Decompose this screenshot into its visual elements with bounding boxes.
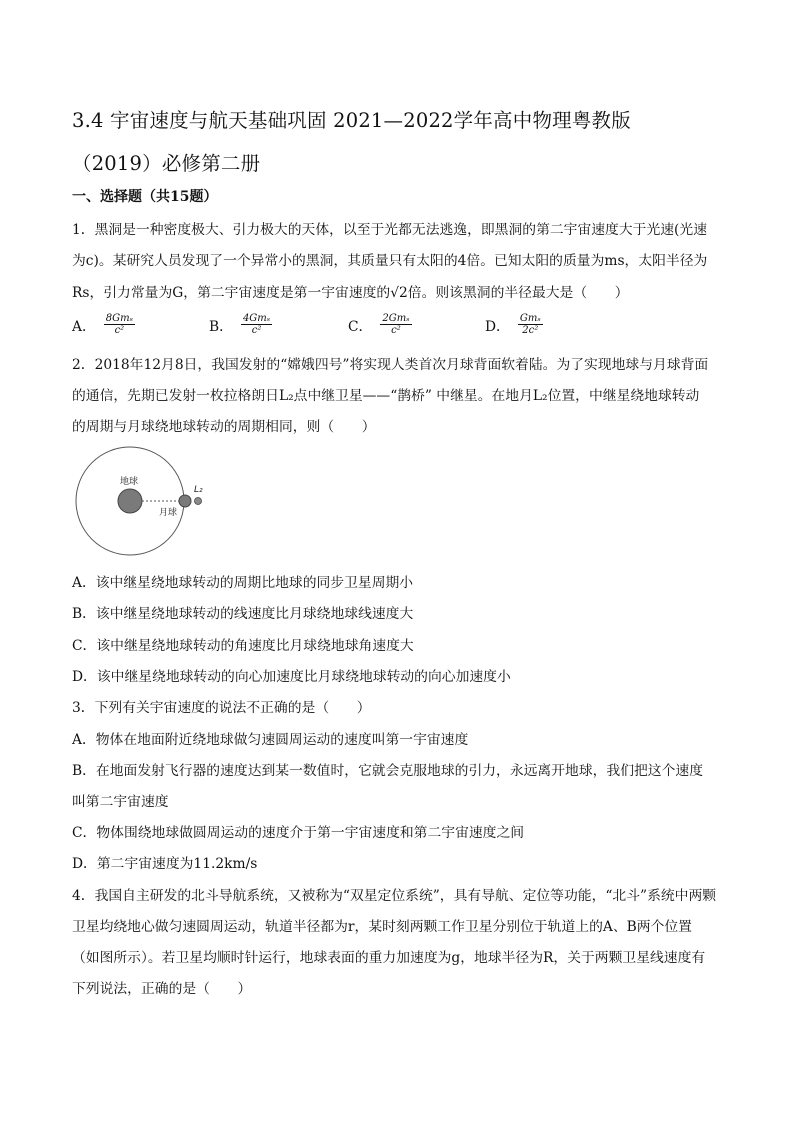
- option-label: A．: [72, 318, 96, 335]
- q2-option-c: C．该中继星绕地球转动的角速度比月球绕地球角速度大: [72, 638, 414, 654]
- q1-option-d: [485, 313, 543, 336]
- l2-label: L₂: [194, 485, 203, 495]
- q1-line1: 1．黑洞是一种密度极大、引力极大的天体，以至于光都无法逃逸，即黑洞的第二宇宙速度大于光速(光速: [72, 222, 708, 238]
- relay-satellite: [195, 498, 202, 505]
- option-label: C．: [348, 318, 373, 335]
- q4-line2: 卫星均绕地心做匀速圆周运动，轨道半径都为r，某时刻两颗工作卫星分别位于轨道上的A、B两个位置: [72, 919, 692, 935]
- q1-option-c: [348, 313, 412, 336]
- denominator: c²: [114, 325, 125, 336]
- q2-line1: 2．2018年12月8日，我国发射的“嫦娥四号”将实现人类首次月球背面软着陆。为了实现地球与月球背面: [72, 357, 709, 373]
- fraction: [380, 313, 411, 336]
- q1-options: [72, 313, 722, 343]
- moon-body: [179, 495, 191, 507]
- fraction: [241, 313, 272, 336]
- earth-moon-l2-diagram: [70, 446, 230, 562]
- denominator: 2c²: [522, 325, 539, 336]
- option-label: D．: [485, 318, 510, 335]
- q2-option-a: A．该中继星绕地球转动的周期比地球的同步卫星周期小: [72, 575, 414, 591]
- fraction: [518, 313, 543, 336]
- document-title-line1: 3.4 宇宙速度与航天基础巩固 2021—2022学年高中物理粤教版: [72, 109, 631, 132]
- denominator: c²: [251, 325, 262, 336]
- numerator: 4Gmₛ: [242, 313, 271, 324]
- q3-option-a: A．物体在地面附近绕地球做匀速圆周运动的速度叫第一宇宙速度: [72, 732, 469, 748]
- q4-line1: 4．我国自主研发的北斗导航系统，又被称为“双星定位系统”，具有导航、定位等功能，“北斗”系统中两颗: [72, 888, 717, 904]
- numerator: Gmₛ: [519, 313, 541, 324]
- q3-option-d: D．第二宇宙速度为11.2km/s: [72, 856, 258, 872]
- q1-option-b: [209, 313, 272, 336]
- q4-line3: （如图所示）。若卫星均顺时针运行，地球表面的重力加速度为g，地球半径为R，关于两颗卫星线速度有: [72, 950, 706, 966]
- q3-option-b: B．在地面发射飞行器的速度达到某一数值时，它就会克服地球的引力，永远离开地球，我们把这个速度: [72, 763, 703, 779]
- q1-option-a: [72, 313, 135, 336]
- earth-body: [118, 489, 142, 513]
- q1-line2: 为c)。某研究人员发现了一个异常小的黑洞，其质量只有太阳的4倍。已知太阳的质量为ms，太阳半径为: [72, 253, 708, 269]
- fraction: [104, 313, 135, 336]
- q2-line2: 的通信，先期已发射一枚拉格朗日L₂点中继卫星——“鹊桥” 中继星。在地月L₂位置，中继星绕地球转动: [72, 388, 700, 404]
- q3-option-b-cont: 叫第二宇宙速度: [72, 794, 169, 810]
- q3-line1: 3．下列有关宇宙速度的说法不正确的是（ ）: [72, 700, 371, 716]
- numerator: 8Gmₛ: [105, 313, 133, 324]
- option-label: B．: [209, 318, 233, 335]
- q4-line4: 下列说法，正确的是（ ）: [72, 981, 252, 997]
- moon-label: 月球: [159, 508, 178, 518]
- q2-option-d: D．该中继星绕地球转动的向心加速度比月球绕地球转动的向心加速度小: [72, 669, 511, 685]
- section-heading: 一、选择题（共15题）: [72, 189, 218, 205]
- denominator: c²: [391, 325, 401, 336]
- q2-option-b: B．该中继星绕地球转动的线速度比月球绕地球线速度大: [72, 606, 414, 622]
- q3-option-c: C．物体围绕地球做圆周运动的速度介于第一宇宙速度和第二宇宙速度之间: [72, 825, 525, 841]
- q2-line3: 的周期与月球绕地球转动的周期相同，则（ ）: [72, 419, 376, 435]
- q1-line3: Rs，引力常量为G，第二宇宙速度是第一宇宙速度的√2倍。则该黑洞的半径最大是（ ）: [72, 285, 629, 301]
- earth-label: 地球: [120, 477, 139, 487]
- numerator: 2Gmₛ: [382, 313, 410, 324]
- document-title-line2: （2019）必修第二册: [72, 152, 261, 175]
